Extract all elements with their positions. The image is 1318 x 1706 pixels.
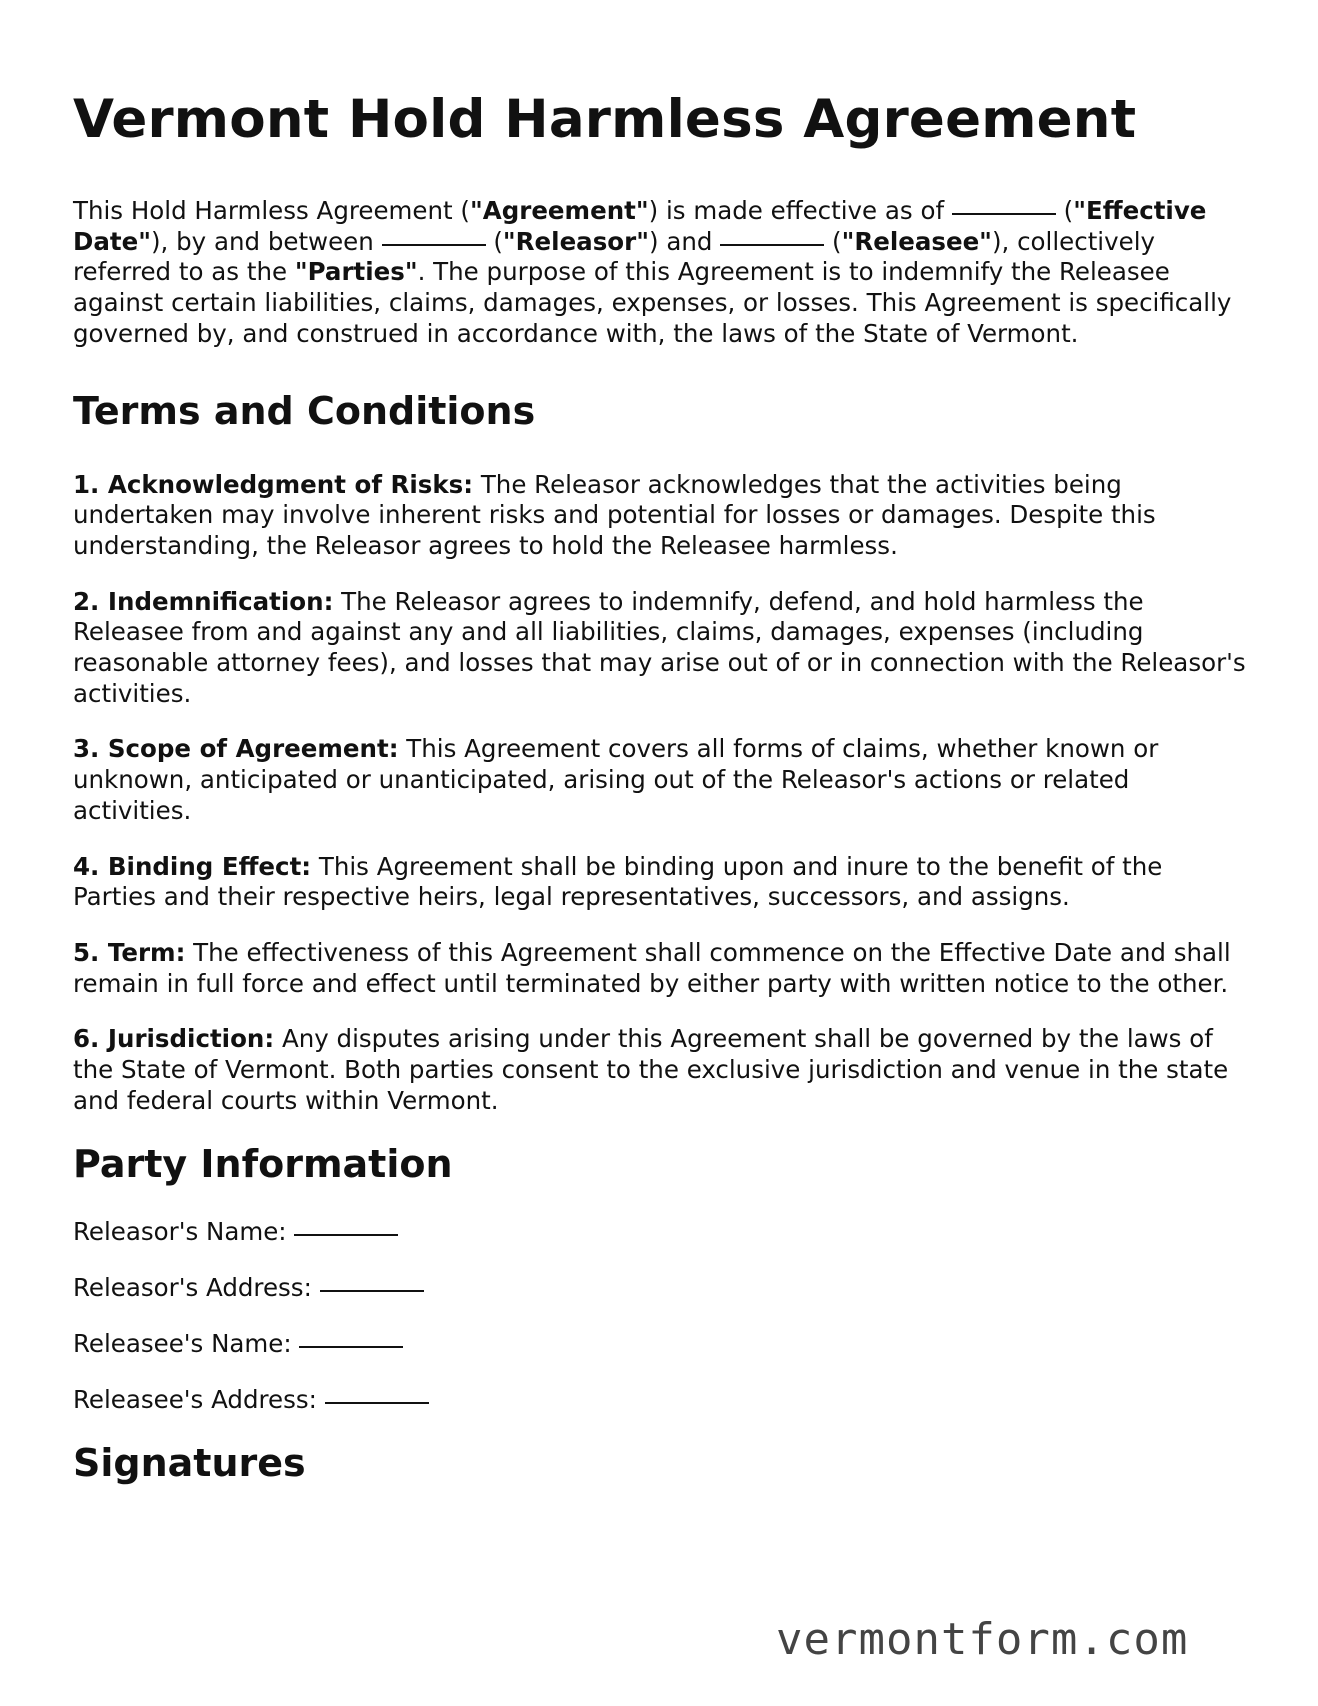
releasee-name-blank xyxy=(299,1346,403,1348)
term-text: The Releasor agrees to indemnify, defend, and hold harmless the Releasee from and against any and all liabilities, claims, damages, expenses (including reasonable attorney fees), and losses that may arise out of or in connection with the Releasor's activities. xyxy=(73,586,1246,708)
field-label: Releasee's Address: xyxy=(73,1384,325,1414)
term-text: The effectiveness of this Agreement shall commence on the Effective Date and shall remain in full force and effect until terminated by either party with written notice to the other. xyxy=(73,937,1231,998)
effective-date-blank xyxy=(952,213,1056,215)
term-label: 2. Indemnification: xyxy=(73,586,334,616)
term-text: Any disputes arising under this Agreement shall be governed by the laws of the State of Vermont. Both parties consent to the exclusive jurisdiction and venue in the state and federal courts within Vermont. xyxy=(73,1024,1229,1115)
term-text: This Agreement covers all forms of claims, whether known or unknown, anticipated or unanticipated, arising out of the Releasor's actions or related activities. xyxy=(73,734,1159,825)
term-item xyxy=(73,1024,1253,1116)
intro-text: ( xyxy=(1055,196,1074,225)
term-label: 3. Scope of Agreement: xyxy=(73,734,399,764)
releasee-address-blank xyxy=(325,1402,429,1404)
intro-text: ) and xyxy=(648,226,721,256)
intro-text: This Hold Harmless Agreement ( xyxy=(73,196,470,225)
term-text: This Agreement shall be binding upon and inure to the benefit of the Parties and their respective heirs, legal representatives, successors, and assigns. xyxy=(73,851,1163,912)
intro-text: ), collectively referred to as the xyxy=(73,226,1155,287)
document-page xyxy=(73,88,1253,1486)
field-label: Releasee's Name: xyxy=(73,1328,300,1358)
term-label: 1. Acknowledgment of Risks: xyxy=(73,469,474,499)
releasee-address-field xyxy=(73,1385,1253,1416)
term-item xyxy=(73,938,1253,999)
intro-term-releasee: "Releasee" xyxy=(841,226,992,256)
signatures-heading: Signatures xyxy=(73,1441,306,1486)
intro-text: ) is made effective as of xyxy=(648,196,952,225)
intro-text: ( xyxy=(485,226,503,256)
releasor-address-blank xyxy=(320,1290,424,1292)
releasor-name-blank xyxy=(294,1234,398,1236)
page-title: Vermont Hold Harmless Agreement xyxy=(73,89,1137,150)
intro-term-effective-date: "Effective Date" xyxy=(73,196,1207,256)
term-text: The Releasor acknowledges that the activities being undertaken may involve inherent risks and potential for losses or damages. Despite this understanding, the Releasor agrees to hold the Releasee harmless. xyxy=(73,469,1156,560)
intro-term-releasor: "Releasor" xyxy=(502,226,649,256)
intro-paragraph xyxy=(73,196,1253,350)
watermark: vermontform.com xyxy=(776,1614,1189,1665)
term-item xyxy=(73,587,1253,710)
intro-text: ( xyxy=(824,226,842,256)
intro-term-agreement: "Agreement" xyxy=(469,196,649,225)
term-item xyxy=(73,852,1253,913)
terms-heading: Terms and Conditions xyxy=(73,388,536,433)
term-label: 5. Term: xyxy=(73,937,186,967)
term-item xyxy=(73,734,1253,826)
term-label: 4. Binding Effect: xyxy=(73,851,312,881)
releasee-blank xyxy=(720,244,824,246)
releasor-address-field xyxy=(73,1273,1253,1304)
releasee-name-field xyxy=(73,1329,1253,1360)
term-label: 6. Jurisdiction: xyxy=(73,1024,275,1054)
intro-term-parties: "Parties" xyxy=(294,257,418,287)
releasor-name-field xyxy=(73,1217,1253,1248)
term-item xyxy=(73,470,1253,562)
intro-text: . The purpose of this Agreement is to indemnify the Releasee against certain liabilities, claims, damages, expenses, or losses. This Agreement is specifically governed by, and construed in accordance with, the laws of the State of Vermont. xyxy=(73,257,1232,348)
party-info-heading: Party Information xyxy=(73,1142,453,1187)
field-label: Releasor's Name: xyxy=(73,1217,295,1247)
intro-text: ), by and between xyxy=(150,226,382,256)
releasor-blank xyxy=(382,244,486,246)
field-label: Releasor's Address: xyxy=(73,1273,320,1303)
